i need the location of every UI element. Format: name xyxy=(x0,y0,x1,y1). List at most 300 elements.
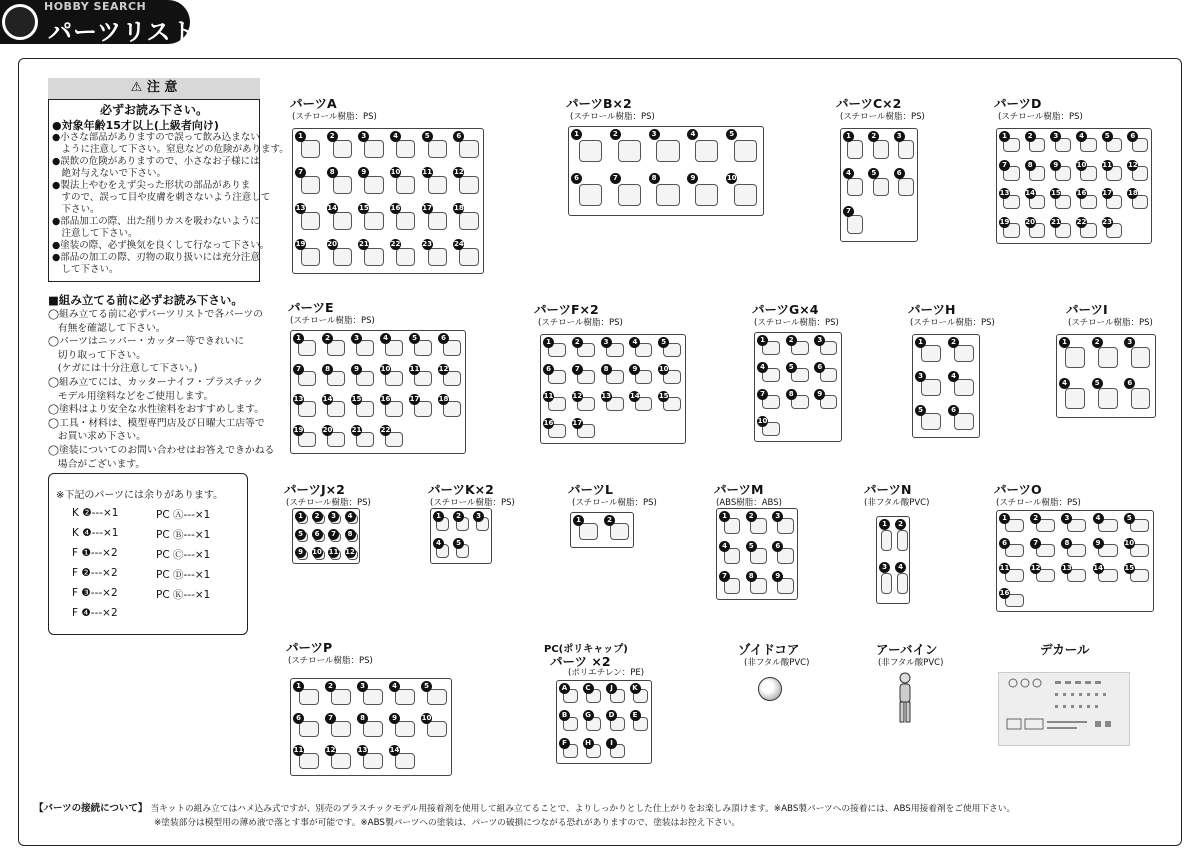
part-number-marker: 6 xyxy=(571,173,582,184)
part-piece xyxy=(847,140,863,159)
part-number-marker: 5 xyxy=(1102,131,1113,142)
part-number-marker: 5 xyxy=(453,538,464,549)
spare-item: F ❶---×2 xyxy=(72,547,118,559)
part-piece xyxy=(1098,388,1118,408)
part-piece xyxy=(363,721,383,737)
part-piece xyxy=(897,573,908,594)
part-number-marker: 2 xyxy=(610,129,621,140)
part-piece xyxy=(331,689,351,705)
part-piece xyxy=(331,721,351,737)
part-number-marker: 3 xyxy=(357,681,368,692)
caution-line: ●部品加工の際、出た削りカスを吸わないように xyxy=(52,216,260,227)
part-number-marker: 10 xyxy=(1124,539,1135,547)
part-number-marker: 22 xyxy=(380,425,391,434)
part-piece xyxy=(921,413,941,430)
part-number-marker: 1 xyxy=(573,515,584,526)
assembly-line: ◯組み立てには、カッターナイフ・プラスチック xyxy=(48,376,263,388)
part-a-material: (スチロール樹脂：PS) xyxy=(292,112,377,122)
part-number-marker: K xyxy=(630,683,641,694)
part-number-marker: 3 xyxy=(351,333,362,344)
runner-j xyxy=(292,508,360,564)
part-number-marker: 9 xyxy=(358,167,369,178)
part-number-marker: 18 xyxy=(438,395,449,403)
part-number-marker: 17 xyxy=(409,395,420,403)
part-number-marker: 1 xyxy=(295,131,306,142)
part-number-marker: 4 xyxy=(843,168,854,179)
spare-item: PC Ⓑ---×1 xyxy=(156,529,211,541)
part-piece xyxy=(396,140,415,158)
part-number-marker: 3 xyxy=(1124,337,1135,348)
part-piece xyxy=(299,689,319,705)
part-n-material: (非フタル酸PVC) xyxy=(864,498,930,508)
part-g-title: パーツG×4 xyxy=(752,302,819,317)
runner-o xyxy=(996,510,1154,612)
part-number-marker: H xyxy=(583,738,594,749)
zoid-core-material: (非フタル酸PVC) xyxy=(744,658,810,668)
caution-line: 注意して下さい。 xyxy=(52,228,138,239)
part-number-marker: 16 xyxy=(999,589,1010,597)
assembly-line: モデル用塗料などをご使用します。 xyxy=(48,390,214,402)
assembly-line: ◯塗装についてのお問い合わせはお答えできかねる xyxy=(48,444,275,456)
part-number-marker: 15 xyxy=(358,204,369,212)
part-number-marker: 3 xyxy=(358,131,369,142)
part-number-marker: 6 xyxy=(948,405,959,416)
part-piece xyxy=(459,140,478,158)
footer-text-1: 当キットの組み立てはハメ込み式ですが、別売のプラスチックモデル用接着剤を使用して組み立てることで、よりしっかりとした仕上がりをお楽しみ頂けます。※ABS製パーツへの接着には、ABS用接着剤をご使用下さい。 xyxy=(150,804,1016,814)
part-number-marker: 6 xyxy=(772,541,783,552)
part-number-marker: 2 xyxy=(895,519,906,530)
part-number-marker: 14 xyxy=(1025,189,1036,197)
part-piece xyxy=(396,176,415,194)
part-number-marker: 3 xyxy=(894,131,905,142)
part-number-marker: 6 xyxy=(814,362,825,373)
part-number-marker: 1 xyxy=(757,335,768,346)
part-number-marker: 18 xyxy=(1127,189,1138,197)
spare-list-right xyxy=(156,507,210,607)
part-number-marker: 3 xyxy=(601,337,612,348)
part-number-marker: 6 xyxy=(894,168,905,179)
caution-line: 絶対与えないで下さい。 xyxy=(52,168,167,179)
part-number-marker: 5 xyxy=(409,333,420,344)
part-piece xyxy=(1131,388,1151,408)
runner-g xyxy=(754,332,842,442)
part-piece xyxy=(898,178,914,197)
part-number-marker: 3 xyxy=(879,562,890,573)
part-piece xyxy=(428,140,447,158)
part-number-marker: 11 xyxy=(293,746,304,754)
assembly-line: 有無を確認して下さい。 xyxy=(48,322,166,334)
part-number-marker: 16 xyxy=(390,204,401,212)
part-c-title: パーツC×2 xyxy=(836,96,902,111)
runner-m xyxy=(716,508,798,600)
caution-subtitle: 必ずお読み下さい。 xyxy=(99,103,208,117)
part-piece xyxy=(734,140,757,162)
part-number-marker: 9 xyxy=(814,389,825,400)
part-number-marker: 12 xyxy=(1030,564,1041,572)
part-number-marker: 12 xyxy=(325,746,336,754)
footer-connection-note xyxy=(34,800,1015,814)
spare-item: F ❷---×2 xyxy=(72,567,118,579)
part-number-marker: 2 xyxy=(572,337,583,348)
part-number-marker: 6 xyxy=(1124,378,1135,389)
part-number-marker: 11 xyxy=(409,364,420,373)
part-piece xyxy=(333,140,352,158)
spare-list-left xyxy=(72,507,118,627)
part-piece xyxy=(579,140,602,162)
part-number-marker: 17 xyxy=(422,204,433,212)
part-piece xyxy=(395,689,415,705)
part-piece xyxy=(396,248,415,266)
part-number-marker: 9 xyxy=(1093,538,1104,549)
spare-item: PC Ⓚ---×1 xyxy=(156,589,211,601)
part-piece xyxy=(881,530,892,551)
part-number-marker: 7 xyxy=(572,364,583,375)
part-number-marker: 14 xyxy=(327,204,338,212)
part-number-marker: E xyxy=(630,710,641,721)
part-number-marker: 12 xyxy=(438,364,449,373)
runner-f xyxy=(540,334,686,444)
part-number-marker: 19 xyxy=(999,217,1010,226)
footer-text-2: ※塗装部分は模型用の薄め液で落とす事が可能です。※ABS製パーツへの塗装は、パーツの破損につながる恐れがありますので、塗装はお控え下さい。 xyxy=(154,818,741,828)
part-number-marker: 15 xyxy=(658,392,669,400)
part-piece xyxy=(1098,347,1118,367)
assembly-line: 場合がございます。 xyxy=(48,458,146,470)
part-number-marker: 5 xyxy=(915,405,926,416)
part-piece xyxy=(873,178,889,197)
part-number-marker: 2 xyxy=(948,337,959,348)
part-number-marker: 20 xyxy=(1025,217,1036,226)
part-piece xyxy=(364,140,383,158)
part-number-marker: 2 xyxy=(1092,337,1103,348)
part-number-marker: 1 xyxy=(999,131,1010,142)
part-number-marker: 10 xyxy=(658,365,669,373)
part-h-title: パーツH xyxy=(908,302,956,317)
pilot-title: アーバイン xyxy=(876,642,938,657)
part-piece xyxy=(954,413,974,430)
part-piece xyxy=(954,379,974,396)
part-k-material: (スチロール樹脂：PS) xyxy=(430,498,515,508)
part-pc-prefix: PC(ポリキャップ) xyxy=(544,644,628,655)
part-number-marker: 4 xyxy=(389,681,400,692)
part-number-marker: 7 xyxy=(328,529,339,540)
part-h-material: (スチロール樹脂：PS) xyxy=(910,318,995,328)
caution-line: ●部品の加工の際、刃物の取り扱いには充分注意 xyxy=(52,252,260,263)
part-number-marker: 5 xyxy=(658,337,669,348)
part-number-marker: 8 xyxy=(746,571,757,582)
part-number-marker: D xyxy=(606,710,617,721)
part-o-material: (スチロール樹脂：PS) xyxy=(996,498,1081,508)
part-piece xyxy=(459,212,478,230)
spare-item: PC Ⓐ---×1 xyxy=(156,509,211,521)
spare-parts-title: ※下記のパーツには余りがあります。 xyxy=(56,490,224,501)
part-o-title: パーツO xyxy=(994,482,1042,497)
part-number-marker: 5 xyxy=(1092,378,1103,389)
decal-sheet xyxy=(998,672,1130,746)
part-piece xyxy=(301,212,320,230)
part-pc-title: パーツ ×2 xyxy=(550,654,611,669)
part-number-marker: 5 xyxy=(1124,513,1135,524)
part-piece xyxy=(847,178,863,197)
part-number-marker: 2 xyxy=(1030,513,1041,524)
part-k-title: パーツK×2 xyxy=(428,482,494,497)
runner-k xyxy=(430,508,492,564)
part-number-marker: 7 xyxy=(610,173,621,184)
part-number-marker: 7 xyxy=(757,389,768,400)
part-number-marker: 9 xyxy=(389,713,400,724)
part-piece xyxy=(364,212,383,230)
part-number-marker: 3 xyxy=(473,511,484,522)
part-number-marker: 3 xyxy=(328,511,339,522)
runner-b xyxy=(568,126,764,216)
part-piece xyxy=(396,212,415,230)
part-b-title: パーツB×2 xyxy=(566,96,632,111)
runner-p xyxy=(290,678,452,776)
part-number-marker: 9 xyxy=(687,173,698,184)
part-number-marker: 22 xyxy=(1076,217,1087,226)
part-l-material: (スチロール樹脂：PS) xyxy=(572,498,657,508)
part-number-marker: I xyxy=(606,738,617,749)
part-number-marker: C xyxy=(583,683,594,694)
spare-item: K ❷---×1 xyxy=(72,507,119,519)
part-number-marker: 17 xyxy=(572,419,583,427)
part-number-marker: 20 xyxy=(327,240,338,248)
assembly-line: ◯パーツはニッパー・カッター等できれいに xyxy=(48,336,245,348)
part-piece xyxy=(1065,347,1085,367)
part-piece xyxy=(459,248,478,266)
part-piece xyxy=(873,140,889,159)
part-number-marker: 4 xyxy=(757,362,768,373)
part-j-material: (スチロール樹脂：PS) xyxy=(286,498,371,508)
part-number-marker: 13 xyxy=(999,189,1010,197)
part-piece xyxy=(618,140,641,162)
part-piece xyxy=(301,248,320,266)
part-number-marker: 19 xyxy=(293,425,304,434)
part-number-marker: 10 xyxy=(390,168,401,176)
part-number-marker: 14 xyxy=(1093,564,1103,572)
part-number-marker: 15 xyxy=(1050,189,1061,197)
part-number-marker: 1 xyxy=(295,511,306,522)
part-piece xyxy=(1131,347,1151,367)
part-number-marker: 17 xyxy=(1102,189,1113,197)
part-number-marker: 2 xyxy=(604,515,615,526)
part-number-marker: 2 xyxy=(327,131,338,142)
part-piece xyxy=(847,215,863,234)
part-number-marker: 16 xyxy=(543,419,554,427)
part-number-marker: 4 xyxy=(687,129,698,140)
part-number-marker: 1 xyxy=(293,681,304,692)
part-e-material: (スチロール樹脂：PS) xyxy=(290,316,375,326)
part-piece xyxy=(395,721,415,737)
part-number-marker: 1 xyxy=(571,129,582,140)
part-number-marker: 3 xyxy=(814,335,825,346)
part-piece xyxy=(299,721,319,737)
part-number-marker: 24 xyxy=(453,240,464,248)
assembly-line: (ケガには十分注意して下さい。) xyxy=(48,363,198,375)
caution-line: ●製法上やむをえず尖った形状の部品がありま xyxy=(52,180,251,191)
part-number-marker: 3 xyxy=(1061,513,1072,524)
part-number-marker: 1 xyxy=(719,511,730,522)
part-number-marker: 6 xyxy=(543,364,554,375)
part-number-marker: 7 xyxy=(719,571,730,582)
part-number-marker: B xyxy=(559,710,570,721)
part-l-title: パーツL xyxy=(568,482,613,497)
part-number-marker: 23 xyxy=(422,240,433,248)
part-number-marker: 4 xyxy=(380,333,391,344)
part-number-marker: 1 xyxy=(999,513,1010,524)
part-piece xyxy=(301,140,320,158)
pilot-figure-icon xyxy=(896,672,914,724)
part-number-marker: 5 xyxy=(726,129,737,140)
part-piece xyxy=(579,184,602,206)
part-number-marker: 2 xyxy=(1025,131,1036,142)
decal-title: デカール xyxy=(1040,642,1090,657)
part-number-marker: 2 xyxy=(312,511,323,522)
runner-e xyxy=(290,330,466,454)
caution-line: すので、誤って目や皮膚を刺さないよう注意して xyxy=(52,192,271,203)
part-f-material: (スチロール樹脂：PS) xyxy=(538,318,623,328)
part-number-marker: 14 xyxy=(630,392,640,400)
part-number-marker: 4 xyxy=(345,511,356,522)
part-number-marker: 1 xyxy=(1059,337,1070,348)
spare-item: PC Ⓒ---×1 xyxy=(156,549,211,561)
part-number-marker: 1 xyxy=(293,333,304,344)
runner-a xyxy=(292,128,484,274)
part-b-material: (スチロール樹脂：PS) xyxy=(570,112,655,122)
caution-line: して下さい。 xyxy=(52,264,119,275)
part-number-marker: 7 xyxy=(293,364,304,375)
part-i-material: (スチロール樹脂：PS) xyxy=(1068,318,1153,328)
part-piece xyxy=(363,689,383,705)
part-e-title: パーツE xyxy=(288,300,334,315)
part-piece xyxy=(610,523,629,540)
part-j-title: パーツJ×2 xyxy=(284,482,345,497)
part-d-material: (スチロール樹脂：PS) xyxy=(998,112,1083,122)
caution-title: ⚠ 注 意 xyxy=(48,78,260,100)
part-number-marker: 2 xyxy=(746,511,757,522)
part-number-marker: 8 xyxy=(786,389,797,400)
part-n-title: パーツN xyxy=(864,482,912,497)
zoid-core-title: ゾイドコア xyxy=(738,642,800,657)
part-number-marker: 1 xyxy=(433,511,444,522)
part-number-marker: 6 xyxy=(312,529,323,540)
part-number-marker: 9 xyxy=(295,547,306,558)
part-number-marker: 3 xyxy=(915,371,926,382)
runner-h xyxy=(912,334,980,438)
part-number-marker: 5 xyxy=(295,529,306,540)
part-number-marker: 19 xyxy=(295,240,306,248)
part-number-marker: 9 xyxy=(351,364,362,375)
part-piece xyxy=(897,530,908,551)
part-number-marker: 14 xyxy=(389,746,400,754)
spare-item: PC Ⓓ---×1 xyxy=(156,569,211,581)
part-number-marker: F xyxy=(559,738,570,749)
part-number-marker: 2 xyxy=(868,131,879,142)
part-number-marker: 2 xyxy=(325,681,336,692)
gear-badge-icon xyxy=(2,4,38,40)
part-number-marker: 4 xyxy=(390,131,401,142)
part-number-marker: 13 xyxy=(1062,564,1072,572)
part-piece xyxy=(333,212,352,230)
assembly-line: ◯組み立てる前に必ずパーツリストで各パーツの xyxy=(48,309,263,320)
part-number-marker: 4 xyxy=(629,337,640,348)
part-c-material: (スチロール樹脂：PS) xyxy=(840,112,925,122)
part-number-marker: 5 xyxy=(421,681,432,692)
part-number-marker: 10 xyxy=(421,714,432,722)
part-number-marker: 14 xyxy=(322,395,333,403)
assembly-line: 切り取って下さい。 xyxy=(48,349,146,361)
caution-line: 下さい。 xyxy=(52,204,100,215)
part-piece xyxy=(333,248,352,266)
part-piece xyxy=(428,248,447,266)
part-number-marker: 13 xyxy=(293,395,304,403)
part-m-material: (ABS樹脂：ABS) xyxy=(716,498,782,508)
part-number-marker: 15 xyxy=(351,395,362,403)
part-number-marker: 10 xyxy=(312,548,322,556)
part-piece xyxy=(921,345,941,362)
part-piece xyxy=(921,379,941,396)
part-piece xyxy=(459,176,478,194)
part-number-marker: J xyxy=(606,683,617,694)
part-number-marker: 10 xyxy=(757,417,768,425)
runner-d xyxy=(996,128,1152,244)
decal-marks xyxy=(999,673,1129,745)
part-piece xyxy=(695,184,718,206)
part-number-marker: 8 xyxy=(345,529,356,540)
part-number-marker: 1 xyxy=(543,337,554,348)
part-number-marker: 18 xyxy=(453,204,464,212)
assembly-line: お買い求め下さい。 xyxy=(48,431,146,443)
part-number-marker: 3 xyxy=(1050,131,1061,142)
part-piece xyxy=(364,248,383,266)
assembly-notes xyxy=(48,308,274,471)
part-number-marker: 2 xyxy=(322,333,333,344)
part-piece xyxy=(395,753,415,769)
part-number-marker: 6 xyxy=(293,713,304,724)
part-number-marker: 4 xyxy=(948,371,959,382)
assembly-line: ◯塗料はより安全な水性塗料をおすすめします。 xyxy=(48,404,265,416)
part-number-marker: 11 xyxy=(543,392,554,400)
part-number-marker: 4 xyxy=(433,538,444,549)
part-number-marker: 5 xyxy=(786,362,797,373)
part-number-marker: 16 xyxy=(1076,189,1087,197)
part-number-marker: 10 xyxy=(726,174,737,182)
part-number-marker: 5 xyxy=(868,168,879,179)
spare-item: K ❹---×1 xyxy=(72,527,119,539)
part-number-marker: 13 xyxy=(295,204,306,212)
part-g-material: (スチロール樹脂：PS) xyxy=(754,318,839,328)
part-number-marker: 7 xyxy=(999,160,1010,171)
part-piece xyxy=(695,140,718,162)
part-piece xyxy=(427,689,447,705)
part-piece xyxy=(656,140,679,162)
part-number-marker: 12 xyxy=(453,168,464,176)
runner-pc xyxy=(556,680,652,764)
caution-text xyxy=(52,120,289,276)
part-number-marker: 21 xyxy=(1050,217,1061,226)
part-i-title: パーツI xyxy=(1066,302,1108,317)
part-number-marker: 13 xyxy=(357,746,368,754)
part-piece xyxy=(301,176,320,194)
runner-n xyxy=(876,516,910,604)
part-number-marker: 12 xyxy=(345,548,355,556)
assembly-line: ◯工具・材料は、模型専門店及び日曜大工店等で xyxy=(48,417,265,429)
part-f-title: パーツF×2 xyxy=(534,302,599,317)
part-piece xyxy=(579,523,598,540)
part-piece xyxy=(363,753,383,769)
caution-line: ●誤飲の危険がありますので、小さなお子様には xyxy=(52,156,260,167)
part-number-marker: 20 xyxy=(322,425,333,434)
part-d-title: パーツD xyxy=(994,96,1042,111)
